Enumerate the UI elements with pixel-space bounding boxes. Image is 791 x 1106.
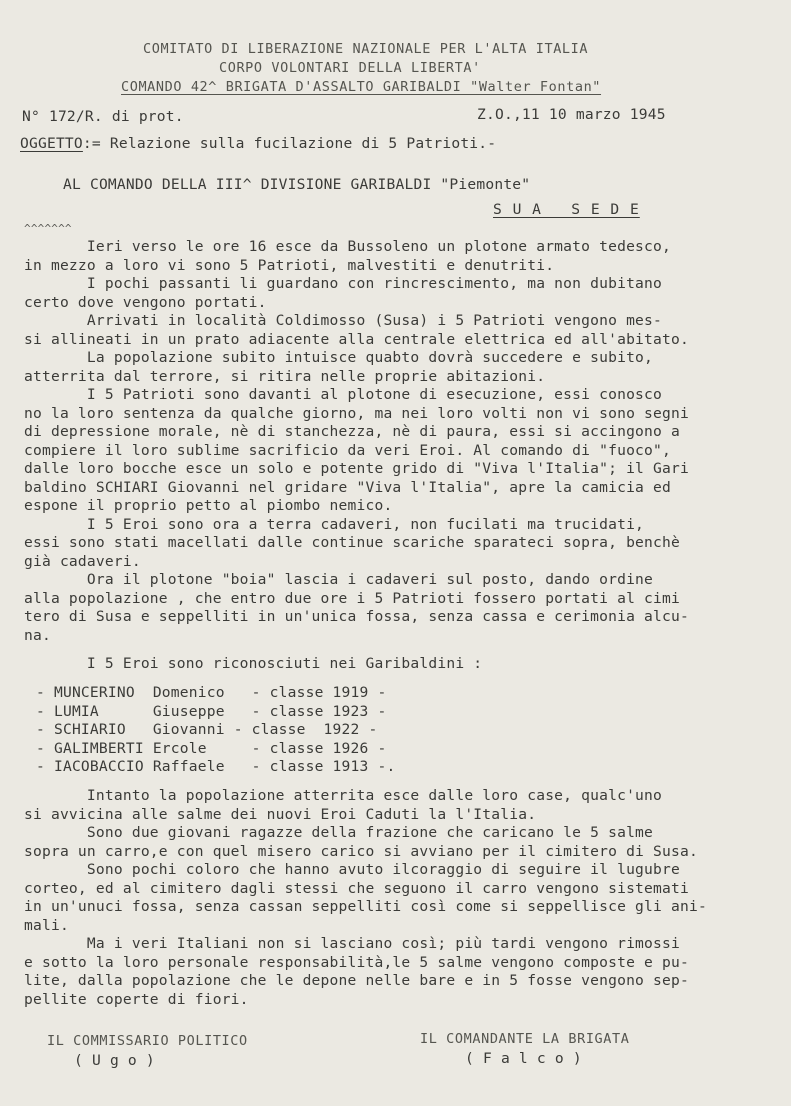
body-line: in mezzo a loro vi sono 5 Patrioti, malvestiti e denutriti. (24, 256, 555, 274)
body-line: Ieri verso le ore 16 esce da Bussoleno un plotone armato tedesco, (24, 238, 672, 255)
body-line: si avvicina alle salme dei nuovi Eroi Caduti la l'Italia. (24, 805, 537, 823)
signature-right-title: IL COMANDANTE LA BRIGATA (420, 1031, 630, 1047)
body-line: I pochi passanti li guardano con rincrescimento, ma non dubitano (24, 275, 663, 292)
body-line: na. (24, 626, 51, 644)
body-line: certo dove vengono portati. (24, 293, 267, 311)
body-line: e sotto la loro personale responsabilità,le 5 salme vengono composte e pu- (24, 953, 689, 971)
header-line-3: COMANDO 42^ BRIGATA D'ASSALTO GARIBALDI "Walter Fontan" (121, 79, 602, 95)
signature-left-title: IL COMMISSARIO POLITICO (47, 1033, 248, 1049)
body-line: Sono pochi coloro che hanno avuto ilcoraggio di seguire il lugubre (24, 861, 680, 878)
hero-row: - MUNCERINO Domenico - classe 1919 - (36, 684, 387, 701)
body-line: Ma i veri Italiani non si lasciano così; più tardi vengono rimossi (24, 935, 680, 952)
body-line: compiere il loro sublime sacrificio da veri Eroi. Al comando di "fuoco", (24, 441, 672, 459)
heroes-list (36, 684, 395, 777)
body-line: tero di Susa e seppelliti in un'unica fossa, senza cassa e cerimonia alcu- (24, 608, 689, 625)
caret-mark: ^^^^^^^ (24, 222, 72, 235)
body-block-2 (24, 787, 707, 1009)
body-line: Ora il plotone "boia" lascia i cadaveri sul posto, dando ordine (24, 571, 654, 588)
hero-row: - LUMIA Giuseppe - classe 1923 - (36, 702, 387, 720)
recipient-line: AL COMANDO DELLA III^ DIVISIONE GARIBALDI "Piemonte" (63, 176, 531, 193)
body-line: pellite coperte di fiori. (24, 990, 249, 1008)
body-line: baldino SCHIARI Giovanni nel gridare "Viva l'Italia", apre la camicia ed (24, 478, 672, 496)
recipient-sede: S U A S E D E (493, 201, 640, 218)
header-line-1: COMITATO DI LIBERAZIONE NAZIONALE PER L'ALTA ITALIA (143, 41, 589, 57)
body-line: atterrita dal terrore, si ritira nelle proprie abitazioni. (24, 367, 546, 385)
body-line: sopra un carro,e con quel misero carico si avviano per il cimitero di Susa. (24, 842, 698, 860)
body-line: essi sono stati macellati dalle continue scariche sparateci sopra, benchè (24, 534, 680, 551)
body-line: in un'unuci fossa, senza cassan seppelliti così come si seppellisce gli ani- (24, 898, 707, 915)
body-line: lite, dalla popolazione che le depone nelle bare e in 5 fosse vengono sep- (24, 972, 689, 989)
body-line: espone il proprio petto al piombo nemico. (24, 497, 393, 514)
body-line: dalle loro bocche esce un solo e potente grido di "Viva l'Italia"; il Gari (24, 460, 689, 477)
subject (20, 135, 496, 154)
body-line: Sono due giovani ragazze della frazione che caricano le 5 salme (24, 824, 654, 841)
place-date: Z.O.,11 10 marzo 1945 (477, 106, 666, 123)
body-line: I 5 Eroi sono ora a terra cadaveri, non fucilati ma trucidati, (24, 515, 645, 533)
header-line-2: CORPO VOLONTARI DELLA LIBERTA' (219, 60, 481, 76)
signature-left-name: ( U g o ) (74, 1052, 155, 1069)
body-line: I 5 Patrioti sono davanti al plotone di esecuzione, essi conosco (24, 386, 663, 403)
recognized-line: I 5 Eroi sono riconosciuti nei Garibaldini : (24, 655, 483, 672)
hero-row: - IACOBACCIO Raffaele - classe 1913 -. (36, 758, 396, 775)
body-line: La popolazione subito intuisce quabto dovrà succedere e subito, (24, 349, 654, 366)
subject-text: := Relazione sulla fucilazione di 5 Patrioti.- (82, 135, 497, 152)
body-line: Arrivati in località Coldimosso (Susa) i 5 Patrioti vengono mes- (24, 312, 663, 329)
subject-label: OGGETTO (20, 135, 83, 152)
body-line: mali. (24, 916, 69, 934)
body-line: no la loro sentenza da qualche giorno, ma nei loro volti non vi sono segni (24, 404, 689, 422)
body-line: già cadaveri. (24, 552, 141, 570)
body-line: si allineati in un prato adiacente alla centrale elettrica ed all'abitato. (24, 330, 689, 348)
body-line: alla popolazione , che entro due ore i 5 Patrioti fossero portati al cimi (24, 589, 680, 607)
hero-row: - SCHIARIO Giovanni - classe 1922 - (36, 721, 378, 738)
body-line: Intanto la popolazione atterrita esce dalle loro case, qualc'uno (24, 787, 663, 804)
body-line: corteo, ed al cimitero dagli stessi che seguono il carro vengono sistemati (24, 879, 689, 897)
signature-right-name: ( F a l c o ) (465, 1050, 582, 1067)
hero-row: - GALIMBERTI Ercole - classe 1926 - (36, 739, 387, 757)
protocol-number: N° 172/R. di prot. (22, 108, 184, 125)
body-block-1 (24, 238, 689, 645)
body-line: di depressione morale, nè di stanchezza, nè di paura, essi si accingono a (24, 423, 680, 440)
